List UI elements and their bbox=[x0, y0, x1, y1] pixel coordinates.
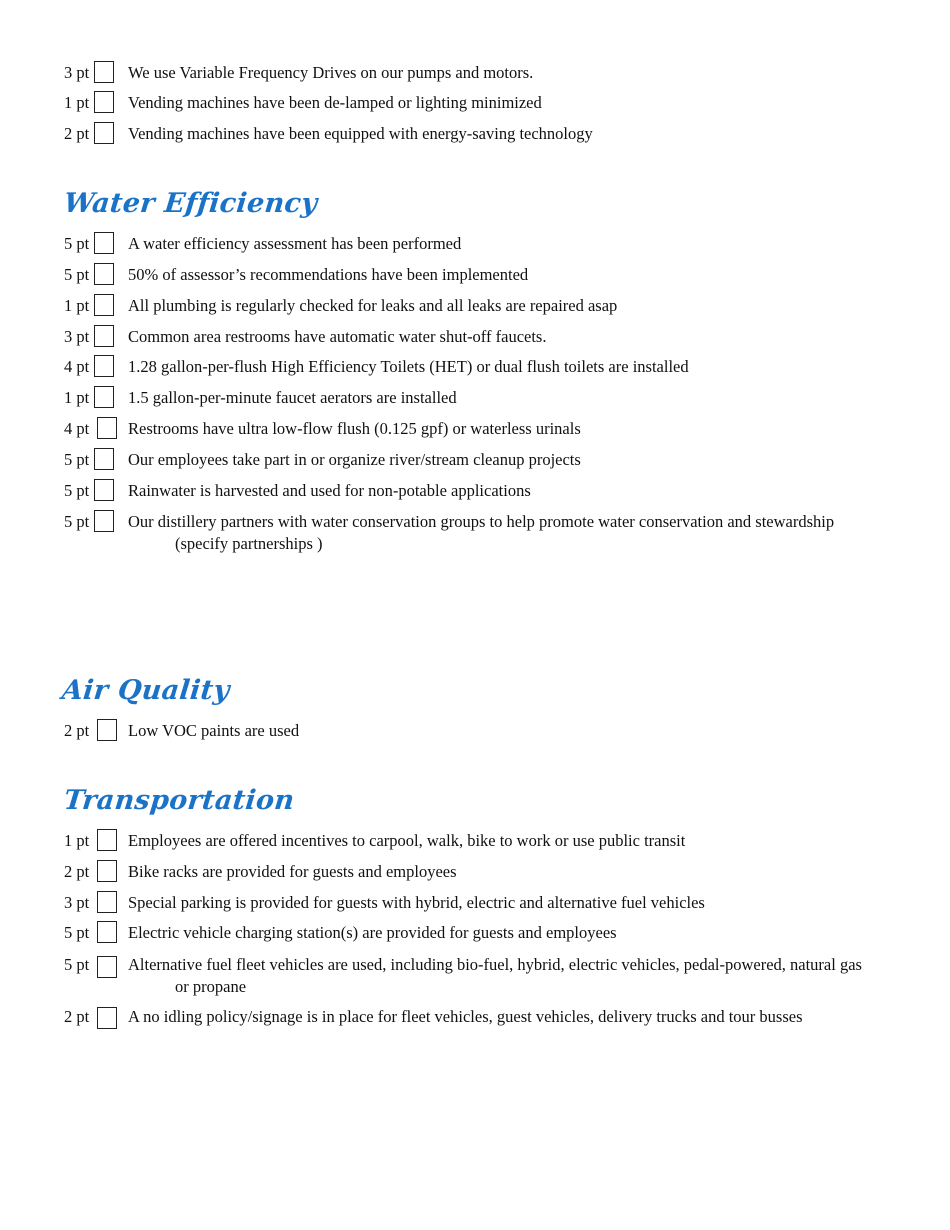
item-text-continuation: or propane bbox=[175, 977, 247, 996]
checkbox[interactable] bbox=[94, 61, 114, 83]
points-label: 5 pt bbox=[64, 481, 90, 500]
points-label: 2 pt bbox=[64, 862, 90, 881]
checkbox[interactable] bbox=[97, 891, 117, 913]
checkbox[interactable] bbox=[97, 860, 117, 882]
item-text: Low VOC paints are used bbox=[128, 721, 300, 740]
item-text: All plumbing is regularly checked for leaks and all leaks are repaired asap bbox=[128, 296, 618, 315]
checkbox[interactable] bbox=[94, 355, 114, 377]
checkbox[interactable] bbox=[94, 448, 114, 470]
item-text: Common area restrooms have automatic water shut-off faucets. bbox=[128, 327, 547, 346]
checkbox[interactable] bbox=[97, 921, 117, 943]
list-item bbox=[64, 954, 910, 998]
checkbox[interactable] bbox=[94, 122, 114, 144]
points-label: 4 pt bbox=[64, 357, 90, 376]
points-label: 5 pt bbox=[64, 512, 90, 531]
item-text: Vending machines have been de-lamped or lighting minimized bbox=[128, 93, 542, 112]
points-label: 1 pt bbox=[64, 831, 90, 850]
points-label: 2 pt bbox=[64, 1007, 90, 1026]
points-label: 5 pt bbox=[64, 923, 90, 942]
item-text: Special parking is provided for guests with hybrid, electric and alternative fuel vehicles bbox=[128, 893, 705, 912]
checkbox[interactable] bbox=[94, 510, 114, 532]
checkbox[interactable] bbox=[94, 386, 114, 408]
item-text: Our distillery partners with water conservation groups to help promote water conservation and stewardship bbox=[128, 512, 835, 531]
section-title-transportation: Transportation bbox=[62, 785, 296, 816]
list-item bbox=[64, 511, 910, 555]
points-label: 3 pt bbox=[64, 63, 90, 82]
item-text: Alternative fuel fleet vehicles are used, including bio-fuel, hybrid, electric vehicles, pedal-powered, natural gas bbox=[128, 955, 862, 974]
item-text: 1.5 gallon-per-minute faucet aerators are installed bbox=[128, 388, 457, 407]
points-label: 2 pt bbox=[64, 721, 90, 740]
item-text-continuation: (specify partnerships ) bbox=[175, 534, 323, 553]
points-label: 5 pt bbox=[64, 955, 90, 974]
points-label: 5 pt bbox=[64, 234, 90, 253]
checkbox[interactable] bbox=[97, 956, 117, 978]
checkbox[interactable] bbox=[94, 294, 114, 316]
item-text: 1.28 gallon-per-flush High Efficiency Toilets (HET) or dual flush toilets are installed bbox=[128, 357, 689, 376]
section-title-water: Water Efficiency bbox=[62, 188, 319, 219]
item-text: We use Variable Frequency Drives on our pumps and motors. bbox=[128, 63, 534, 82]
item-text: Bike racks are provided for guests and employees bbox=[128, 862, 457, 881]
points-label: 3 pt bbox=[64, 893, 90, 912]
item-text: 50% of assessor’s recommendations have been implemented bbox=[128, 265, 529, 284]
points-label: 1 pt bbox=[64, 296, 90, 315]
item-text: Electric vehicle charging station(s) are provided for guests and employees bbox=[128, 923, 617, 942]
item-text: A water efficiency assessment has been performed bbox=[128, 234, 462, 253]
points-label: 5 pt bbox=[64, 450, 90, 469]
item-text: Restrooms have ultra low-flow flush (0.125 gpf) or waterless urinals bbox=[128, 419, 581, 438]
checkbox[interactable] bbox=[97, 719, 117, 741]
item-text: Rainwater is harvested and used for non-potable applications bbox=[128, 481, 531, 500]
points-label: 1 pt bbox=[64, 93, 90, 112]
checkbox[interactable] bbox=[97, 1007, 117, 1029]
points-label: 1 pt bbox=[64, 388, 90, 407]
item-text: Vending machines have been equipped with energy-saving technology bbox=[128, 124, 593, 143]
checkbox[interactable] bbox=[94, 325, 114, 347]
checkbox[interactable] bbox=[94, 91, 114, 113]
checkbox[interactable] bbox=[94, 479, 114, 501]
points-label: 4 pt bbox=[64, 419, 90, 438]
points-label: 3 pt bbox=[64, 327, 90, 346]
section-title-air: Air Quality bbox=[60, 675, 232, 706]
checkbox[interactable] bbox=[97, 417, 117, 439]
checkbox[interactable] bbox=[94, 232, 114, 254]
checkbox[interactable] bbox=[97, 829, 117, 851]
item-text: Our employees take part in or organize river/stream cleanup projects bbox=[128, 450, 581, 469]
item-text: A no idling policy/signage is in place for fleet vehicles, guest vehicles, delivery trucks and tour busses bbox=[128, 1007, 803, 1026]
points-label: 2 pt bbox=[64, 124, 90, 143]
item-text: Employees are offered incentives to carpool, walk, bike to work or use public transit bbox=[128, 831, 686, 850]
checkbox[interactable] bbox=[94, 263, 114, 285]
points-label: 5 pt bbox=[64, 265, 90, 284]
